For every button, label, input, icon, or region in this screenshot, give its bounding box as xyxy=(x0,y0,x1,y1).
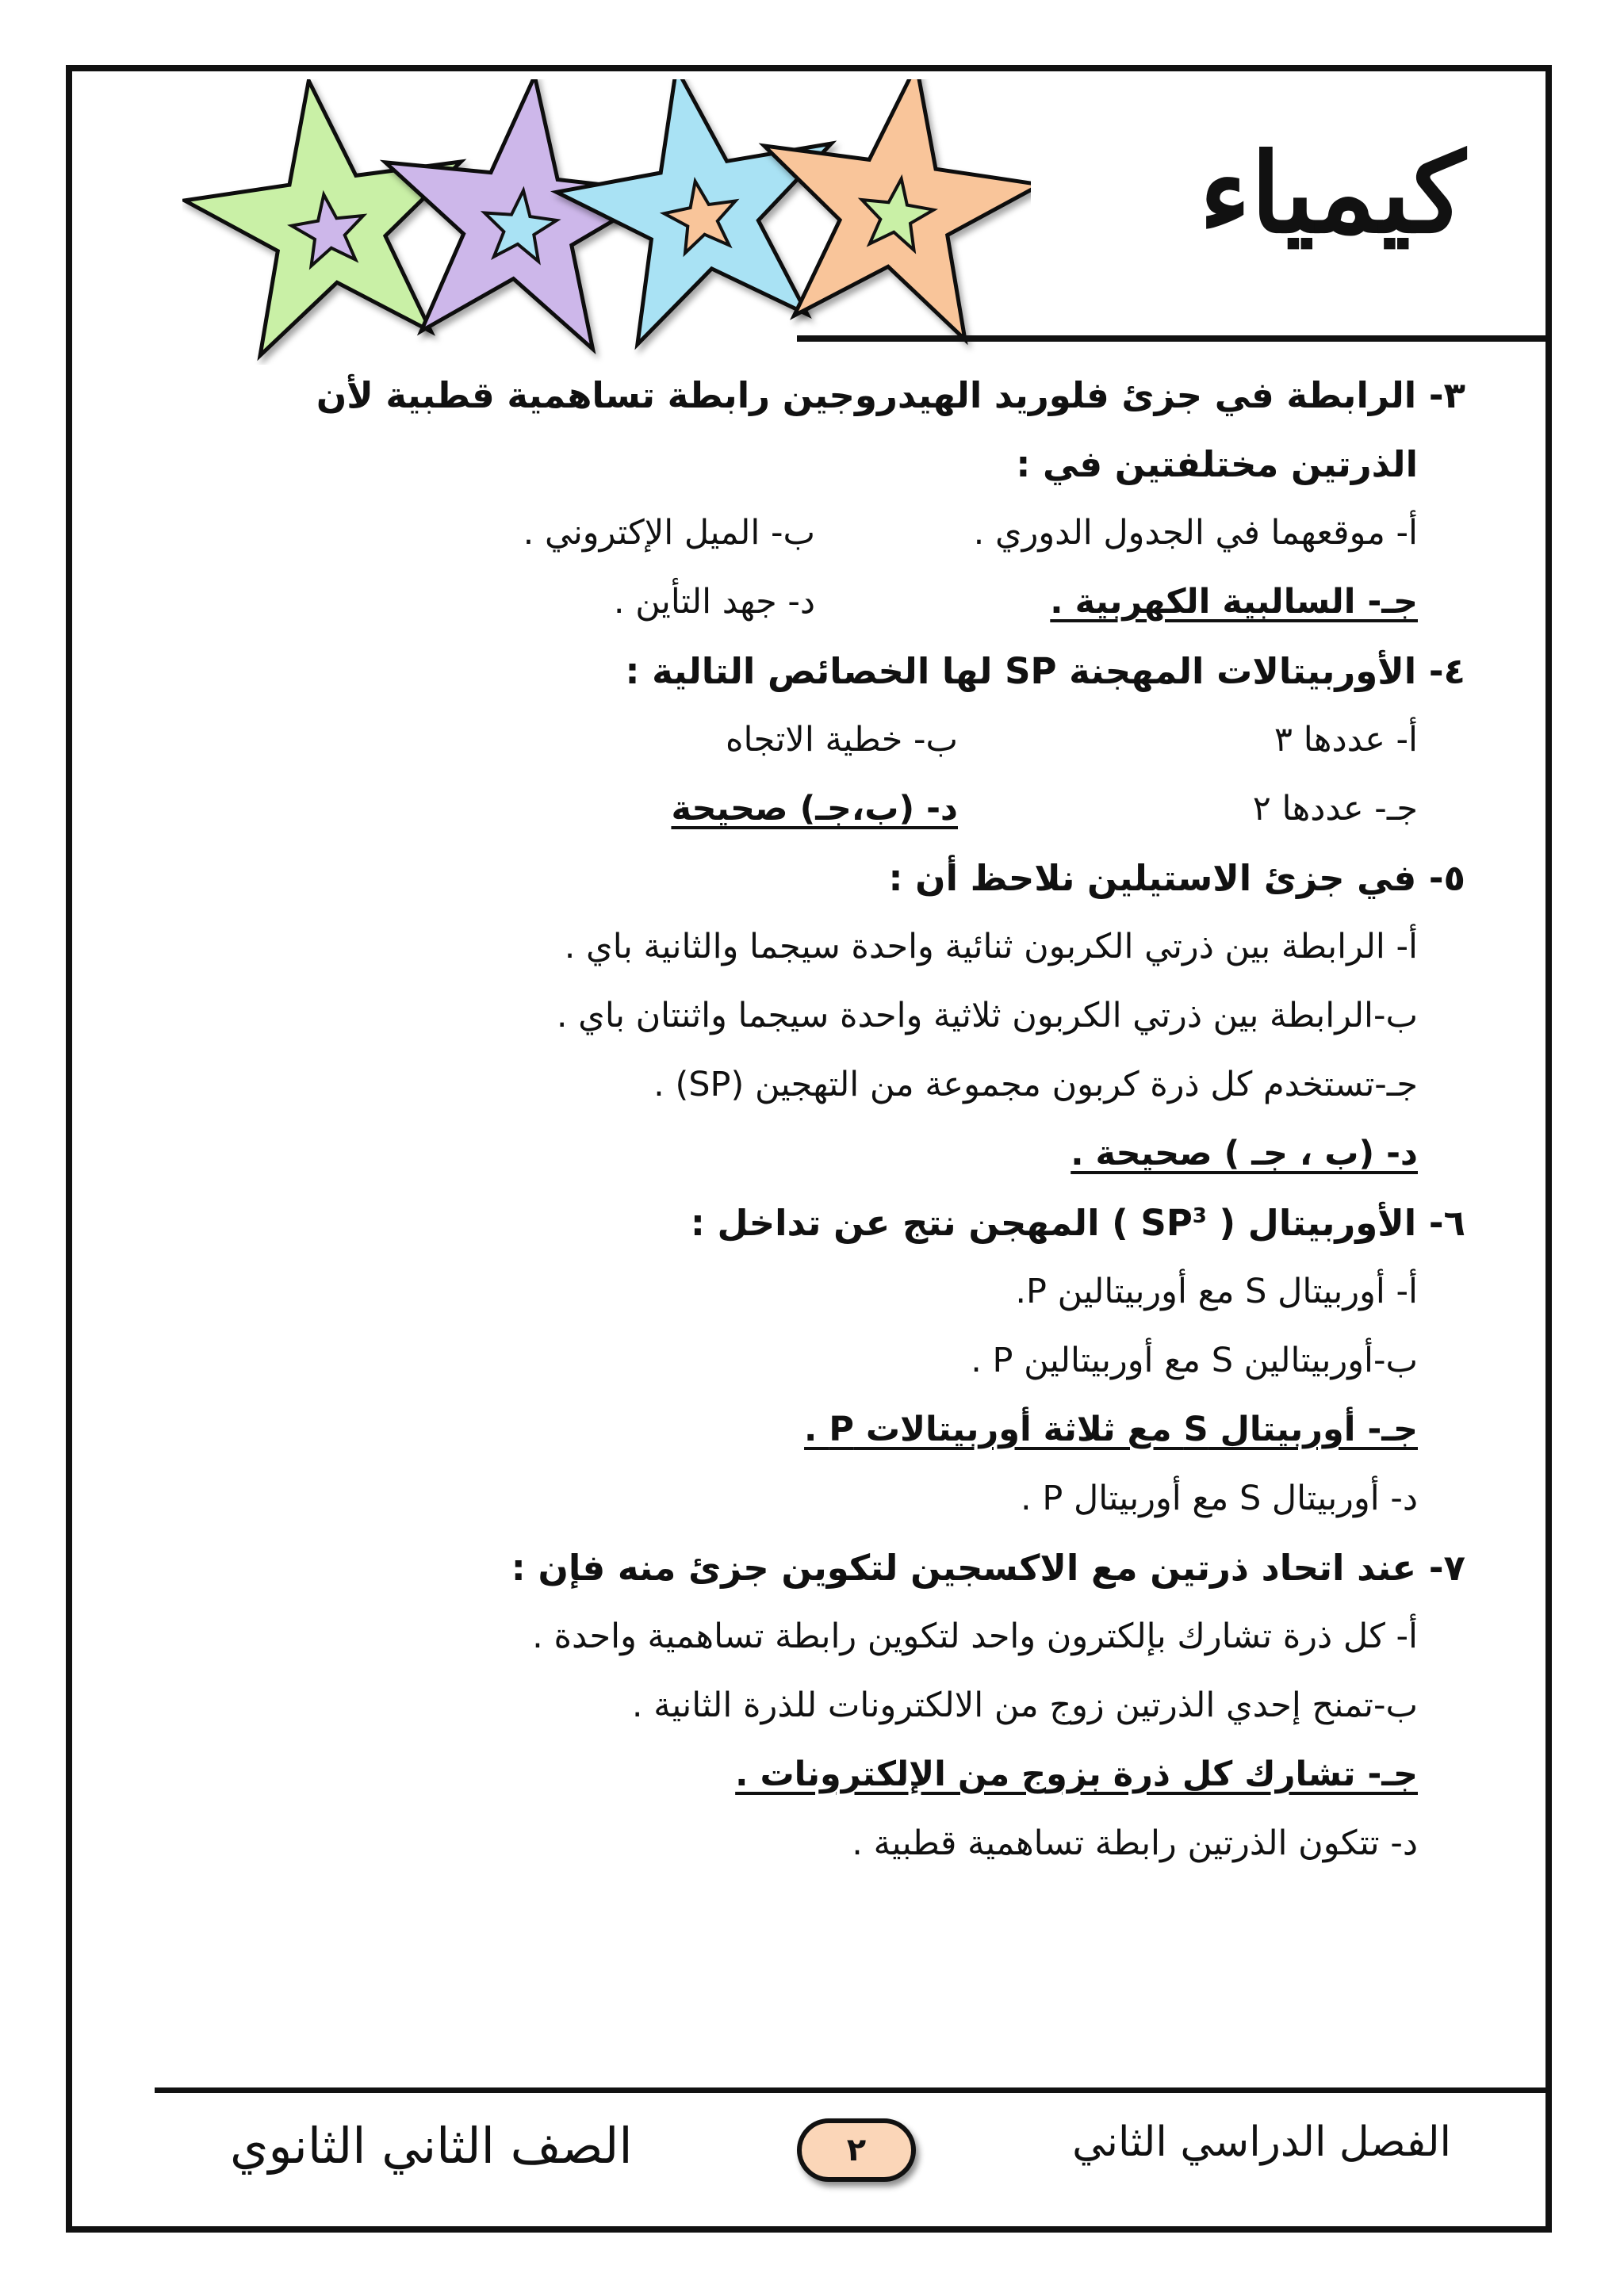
header-divider xyxy=(797,335,1552,342)
question-4-stem: ٤- الأوربيتالات المهجنة SP لها الخصائص التالية : xyxy=(625,650,1465,692)
question-4-option-b: ب- خطية الاتجاه xyxy=(725,720,958,760)
question-5-option-d-row xyxy=(270,1119,1465,1188)
question-3-stem-line-1: ٣- الرابطة في جزئ فلوريد الهيدروجين رابطة تساهمية قطبية لأن xyxy=(316,374,1465,416)
question-6-option-b: ب-أوربيتالين S مع أوربيتالين P . xyxy=(971,1341,1418,1380)
question-7-option-c-row xyxy=(270,1740,1465,1809)
question-5-option-a: أ- الرابطة بين ذرتي الكربون ثنائية واحدة سيجما والثانية باي . xyxy=(564,927,1418,966)
question-3-options-row-2 xyxy=(270,568,1465,637)
question-3-stem-line-2: الذرتين مختلفتين في : xyxy=(1016,443,1418,485)
questions-content xyxy=(270,361,1465,1878)
question-6-stem xyxy=(270,1188,1465,1257)
question-3-option-a: أ- موقعهما في الجدول الدوري . xyxy=(973,513,1418,553)
decorative-stars xyxy=(182,79,1031,365)
question-4-option-d-answer: د- (ب،جـ) صحيحة xyxy=(671,789,958,828)
question-4-option-c: جـ- عددها ٢ xyxy=(1252,789,1418,828)
question-6-option-c-row xyxy=(270,1395,1465,1464)
question-7-option-c-answer: جـ- تشارك كل ذرة بزوج من الإلكترونات . xyxy=(735,1755,1418,1794)
question-5-stem: ٥- في جزئ الاستيلين نلاحظ أن : xyxy=(888,857,1465,899)
question-4-options-row-1 xyxy=(270,706,1465,775)
question-6-stem-superscript: 3 xyxy=(1192,1204,1207,1228)
page-title: كيمياء xyxy=(1199,128,1465,258)
question-5-option-b: ب-الرابطة بين ذرتي الكربون ثلاثية واحدة سيجما واثنتان باي . xyxy=(556,996,1418,1035)
question-7-stem: ٧- عند اتحاد ذرتين مع الاكسجين لتكوين جزئ منه فإن : xyxy=(511,1547,1465,1589)
question-6-stem-start: ٦- الأوربيتال ( SP xyxy=(1140,1202,1465,1244)
footer-divider xyxy=(155,2087,1552,2093)
footer-term: الفصل الدراسي الثاني xyxy=(1072,2118,1451,2166)
footer-grade: الصف الثاني الثانوي xyxy=(230,2117,633,2175)
question-3-option-d: د- جهد التأين . xyxy=(613,582,815,622)
question-6-stem-end: ) المهجن نتج عن تداخل : xyxy=(690,1202,1141,1244)
question-3-option-b: ب- الميل الإكتروني . xyxy=(523,513,815,553)
question-3-options-row-1 xyxy=(270,499,1465,568)
question-5-option-d-answer: د- (ب ، جـ ) صحيحة . xyxy=(1071,1134,1418,1173)
question-5-option-c: جـ-تستخدم كل ذرة كربون مجموعة من التهجين (SP) . xyxy=(653,1065,1418,1104)
question-4-options-row-2 xyxy=(270,775,1465,844)
question-4-option-a: أ- عددها ٣ xyxy=(1274,720,1418,760)
question-3-option-c-answer: جـ- السالبية الكهربية . xyxy=(1050,582,1418,622)
question-6-option-c-answer: جـ- أوربيتال S مع ثلاثة أوربيتالات P . xyxy=(804,1410,1418,1449)
page-number-badge: ٢ xyxy=(797,2118,916,2182)
question-6-option-d: د- أوربيتال S مع أوربيتال P . xyxy=(1021,1479,1418,1518)
question-7-option-b: ب-تمنح إحدي الذرتين زوج من الالكترونات للذرة الثانية . xyxy=(631,1686,1418,1725)
question-6-option-a: أ- أوربيتال S مع أوربيتالين P. xyxy=(1015,1272,1418,1311)
question-7-option-d: د- تتكون الذرتين رابطة تساهمية قطبية . xyxy=(852,1823,1418,1863)
question-7-option-a: أ- كل ذرة تشارك بإلكترون واحد لتكوين رابطة تساهمية واحدة . xyxy=(532,1617,1418,1656)
